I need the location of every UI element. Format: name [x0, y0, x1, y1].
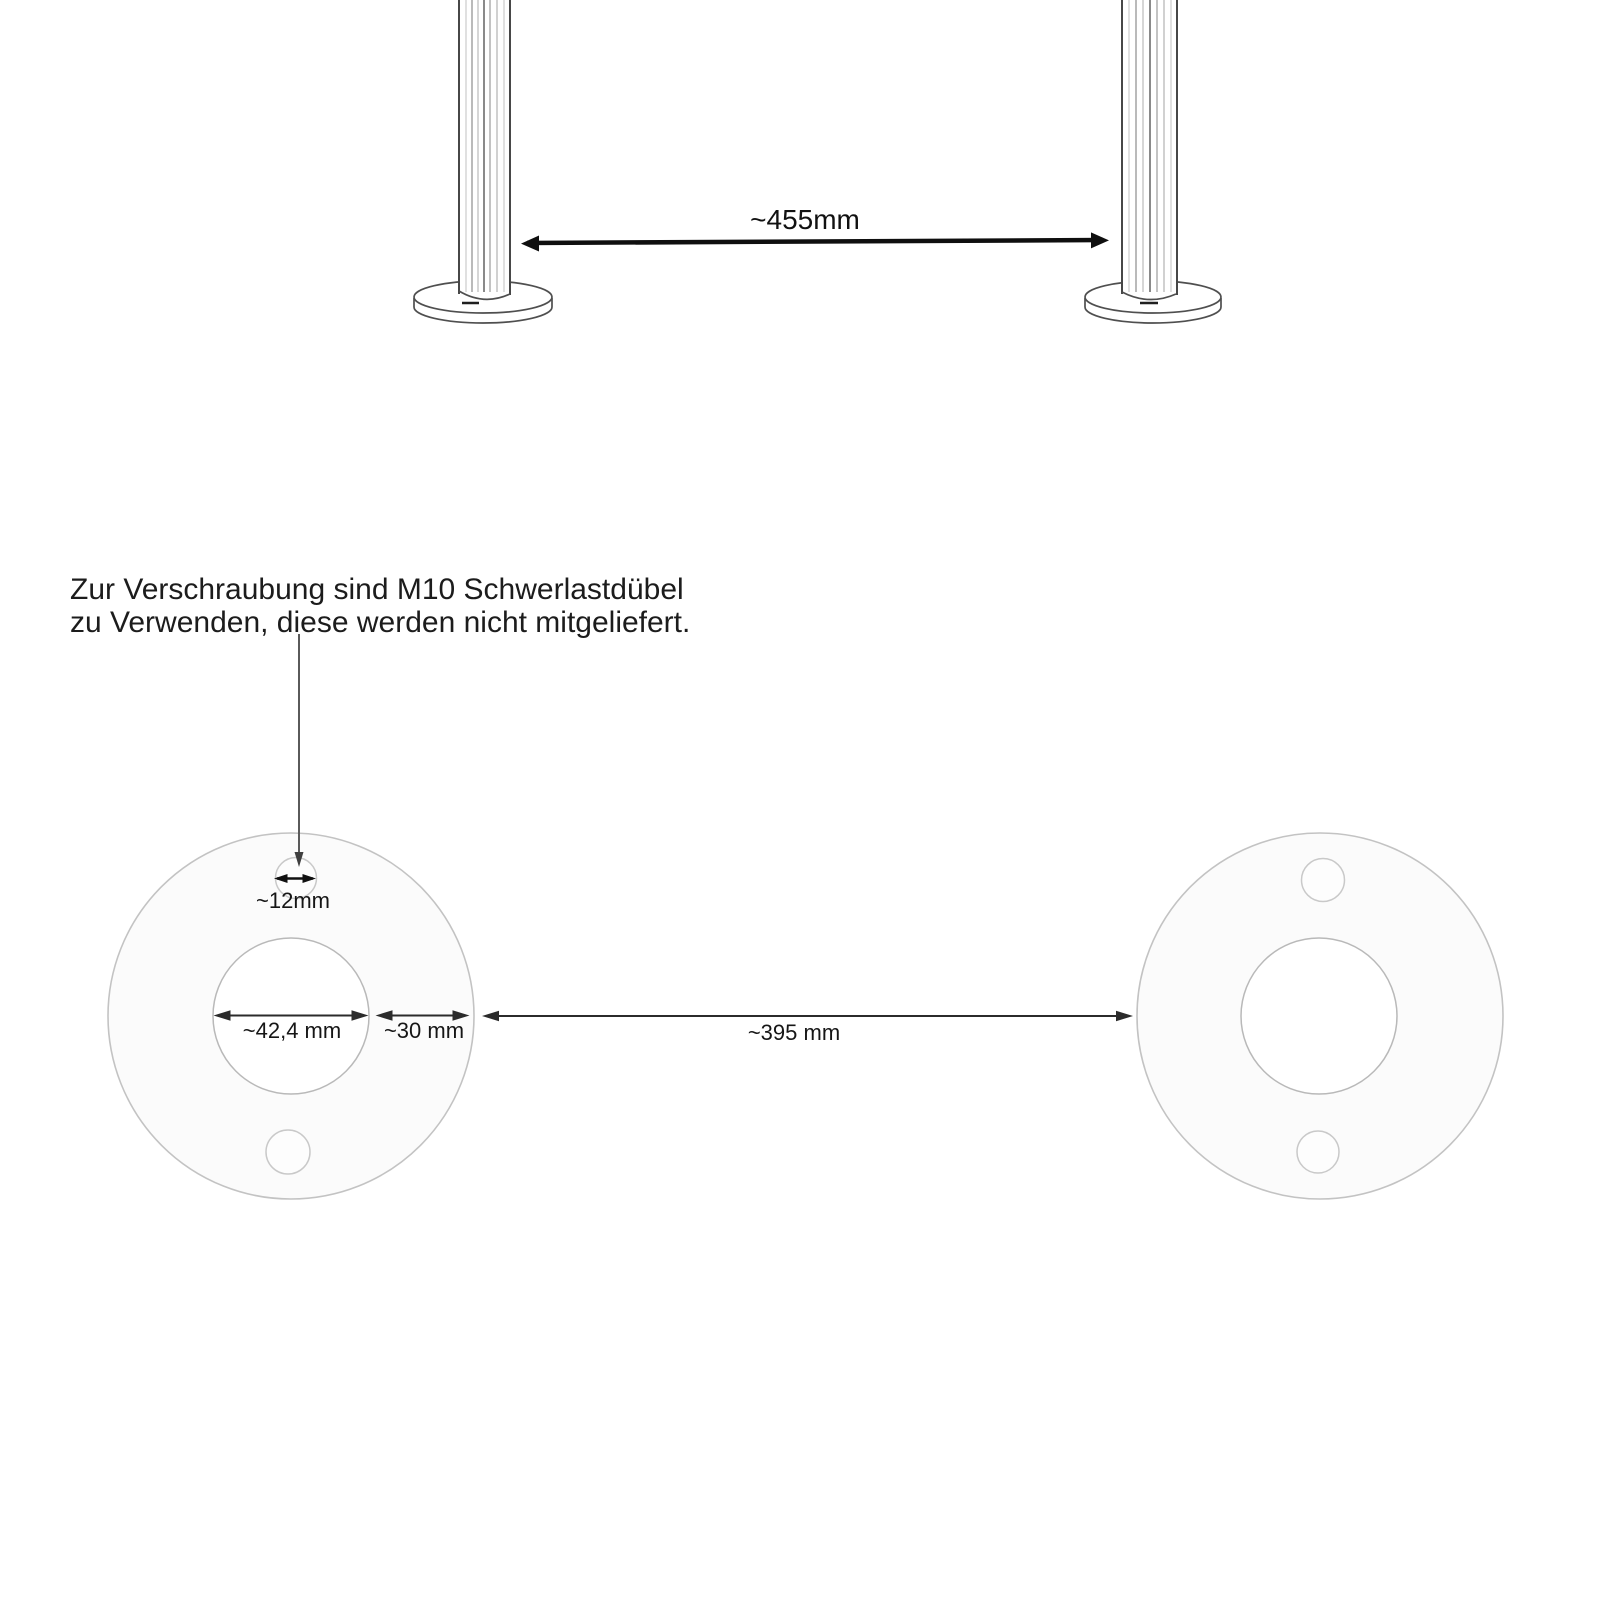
flange-spacing-dimension	[482, 1011, 1133, 1045]
post-spacing-label: ~455mm	[750, 204, 860, 235]
left-flange-anchor-hole-bottom	[266, 1130, 310, 1174]
right-flange-pipe-bore	[1241, 938, 1397, 1094]
arrowhead-left-icon	[521, 236, 539, 252]
arrowhead-right-icon	[1116, 1011, 1133, 1022]
mounting-note-line-1: Zur Verschraubung sind M10 Schwerlastdübel	[70, 573, 684, 606]
post-spacing-dimension	[521, 204, 1109, 252]
ring-width-label: ~30 mm	[383, 1018, 465, 1043]
flange-ring-width-dimension	[376, 1010, 470, 1043]
mounting-note-line-2: zu Verwenden, diese werden nicht mitgeliefert.	[70, 606, 691, 639]
right-flange-top-view	[1137, 833, 1503, 1199]
arrowhead-left-icon	[482, 1011, 499, 1022]
right-flange-anchor-hole-bottom	[1297, 1131, 1339, 1173]
right-post	[1085, 0, 1221, 323]
anchor-hole-leader-arrow	[295, 634, 304, 867]
arrowhead-right-icon	[1091, 232, 1109, 248]
bore-diameter-label: ~42,4 mm	[242, 1018, 342, 1043]
flange-spacing-label: ~395 mm	[747, 1020, 841, 1045]
left-post	[414, 0, 552, 323]
right-flange-anchor-hole-top	[1302, 859, 1345, 902]
post-spacing-line	[527, 240, 1103, 243]
hole-diameter-label: ~12mm	[256, 888, 330, 913]
mounting-note	[70, 573, 690, 639]
